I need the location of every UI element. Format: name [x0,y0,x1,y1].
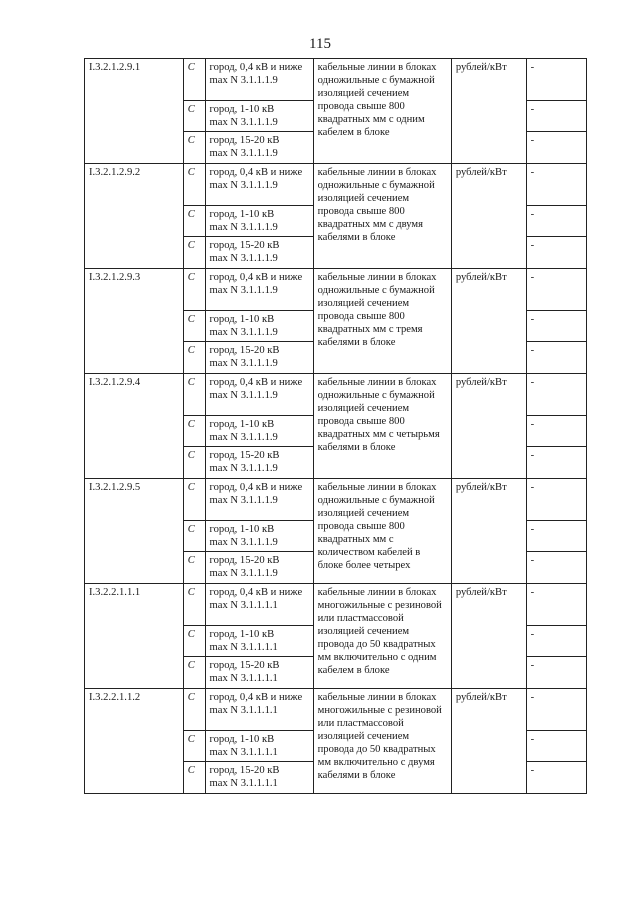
reference-label: max N 3.1.1.1.9 [209,495,278,506]
table-row [85,584,587,626]
page-number: 115 [309,36,331,52]
value-cell: - [526,164,586,206]
table-row [85,374,587,416]
reference-label: max N 3.1.1.1.1 [209,600,278,611]
reference-label: max N 3.1.1.1.9 [209,253,278,264]
location-cell [205,584,313,626]
value-cell: - [526,552,586,584]
location-label: город, 1-10 кВ [209,629,275,640]
category-cell: С [183,521,205,552]
reference-label: max N 3.1.1.1.9 [209,463,278,474]
unit-cell: рублей/кВт [451,584,526,689]
reference-label: max N 3.1.1.1.9 [209,180,278,191]
category-cell: С [183,731,205,762]
location-cell [205,731,313,762]
unit-cell: рублей/кВт [451,59,526,164]
location-cell [205,164,313,206]
reference-label: max N 3.1.1.1.1 [209,705,278,716]
unit-cell: рублей/кВт [451,479,526,584]
reference-label: max N 3.1.1.1.1 [209,778,278,789]
table-row [85,269,587,311]
category-cell: С [183,342,205,374]
unit-cell: рублей/кВт [451,269,526,374]
value-cell: - [526,689,586,731]
unit-cell: рублей/кВт [451,164,526,269]
value-cell: - [526,584,586,626]
reference-label: max N 3.1.1.1.9 [209,285,278,296]
location-label: город, 15-20 кВ [209,240,280,251]
location-label: город, 1-10 кВ [209,314,275,325]
location-cell [205,59,313,101]
location-cell [205,311,313,342]
location-label: город, 15-20 кВ [209,450,280,461]
location-cell [205,657,313,689]
category-cell: С [183,479,205,521]
reference-label: max N 3.1.1.1.1 [209,673,278,684]
item-description: кабельные линии в блоках одножильные с бумажной изоляцией сечением провода свыше 800 квадратных мм с двумя кабелями в блоке [313,164,451,269]
location-label: город, 1-10 кВ [209,209,275,220]
table-row [85,164,587,206]
reference-label: max N 3.1.1.1.9 [209,222,278,233]
tariff-table-body [85,59,587,794]
table-row [85,59,587,101]
category-cell: С [183,206,205,237]
location-label: город, 1-10 кВ [209,734,275,745]
item-code: I.3.2.1.2.9.4 [85,374,184,479]
location-label: город, 1-10 кВ [209,419,275,430]
value-cell: - [526,447,586,479]
table-row [85,479,587,521]
location-label: город, 15-20 кВ [209,345,280,356]
location-label: город, 0,4 кВ и ниже [209,62,303,73]
category-cell: С [183,584,205,626]
item-description: кабельные линии в блоках одножильные с бумажной изоляцией сечением провода свыше 800 квадратных мм с четырьмя кабелями в блоке [313,374,451,479]
location-cell [205,374,313,416]
reference-label: max N 3.1.1.1.1 [209,642,278,653]
category-cell: С [183,689,205,731]
reference-label: max N 3.1.1.1.9 [209,327,278,338]
location-label: город, 0,4 кВ и ниже [209,587,303,598]
reference-label: max N 3.1.1.1.9 [209,75,278,86]
item-code: I.3.2.1.2.9.2 [85,164,184,269]
location-cell [205,762,313,794]
value-cell: - [526,342,586,374]
location-cell [205,342,313,374]
value-cell: - [526,762,586,794]
unit-cell: рублей/кВт [451,689,526,794]
reference-label: max N 3.1.1.1.9 [209,390,278,401]
value-cell: - [526,206,586,237]
value-cell: - [526,521,586,552]
location-cell [205,416,313,447]
item-code: I.3.2.1.2.9.5 [85,479,184,584]
category-cell: С [183,626,205,657]
item-description: кабельные линии в блоках многожильные с резиновой или пластмассовой изоляцией сечением провода до 50 квадратных мм включительно с одним кабелем в блоке [313,584,451,689]
value-cell: - [526,657,586,689]
item-description: кабельные линии в блоках одножильные с бумажной изоляцией сечением провода свыше 800 квадратных мм с тремя кабелями в блоке [313,269,451,374]
item-description: кабельные линии в блоках одножильные с бумажной изоляцией сечением провода свыше 800 квадратных мм с количеством кабелей в блоке более четырех [313,479,451,584]
item-description: кабельные линии в блоках многожильные с резиновой или пластмассовой изоляцией сечением провода до 50 квадратных мм включительно с двумя кабелями в блоке [313,689,451,794]
location-label: город, 0,4 кВ и ниже [209,272,303,283]
location-label: город, 0,4 кВ и ниже [209,167,303,178]
item-code: I.3.2.1.2.9.3 [85,269,184,374]
item-description: кабельные линии в блоках одножильные с бумажной изоляцией сечением провода свыше 800 квадратных мм с одним кабелем в блоке [313,59,451,164]
category-cell: С [183,101,205,132]
value-cell: - [526,374,586,416]
reference-label: max N 3.1.1.1.9 [209,537,278,548]
location-cell [205,552,313,584]
category-cell: С [183,269,205,311]
item-code: I.3.2.2.1.1.1 [85,584,184,689]
category-cell: С [183,132,205,164]
unit-cell: рублей/кВт [451,374,526,479]
value-cell: - [526,731,586,762]
location-label: город, 15-20 кВ [209,555,280,566]
tariff-table [84,58,587,794]
location-label: город, 0,4 кВ и ниже [209,482,303,493]
item-code: I.3.2.2.1.1.2 [85,689,184,794]
location-label: город, 15-20 кВ [209,765,280,776]
reference-label: max N 3.1.1.1.1 [209,747,278,758]
table-row [85,689,587,731]
location-cell [205,626,313,657]
category-cell: С [183,237,205,269]
reference-label: max N 3.1.1.1.9 [209,432,278,443]
category-cell: С [183,59,205,101]
location-cell [205,447,313,479]
value-cell: - [526,237,586,269]
location-label: город, 15-20 кВ [209,660,280,671]
location-label: город, 0,4 кВ и ниже [209,377,303,388]
category-cell: С [183,164,205,206]
category-cell: С [183,552,205,584]
location-cell [205,479,313,521]
category-cell: С [183,416,205,447]
location-label: город, 0,4 кВ и ниже [209,692,303,703]
location-label: город, 1-10 кВ [209,524,275,535]
value-cell: - [526,132,586,164]
location-cell [205,269,313,311]
location-cell [205,237,313,269]
category-cell: С [183,374,205,416]
reference-label: max N 3.1.1.1.9 [209,117,278,128]
value-cell: - [526,311,586,342]
location-cell [205,132,313,164]
category-cell: С [183,447,205,479]
value-cell: - [526,101,586,132]
value-cell: - [526,626,586,657]
location-cell [205,101,313,132]
location-label: город, 15-20 кВ [209,135,280,146]
item-code: I.3.2.1.2.9.1 [85,59,184,164]
category-cell: С [183,311,205,342]
category-cell: С [183,657,205,689]
value-cell: - [526,416,586,447]
value-cell: - [526,479,586,521]
location-cell [205,521,313,552]
location-label: город, 1-10 кВ [209,104,275,115]
reference-label: max N 3.1.1.1.9 [209,358,278,369]
value-cell: - [526,59,586,101]
reference-label: max N 3.1.1.1.9 [209,568,278,579]
location-cell [205,689,313,731]
value-cell: - [526,269,586,311]
category-cell: С [183,762,205,794]
reference-label: max N 3.1.1.1.9 [209,148,278,159]
location-cell [205,206,313,237]
